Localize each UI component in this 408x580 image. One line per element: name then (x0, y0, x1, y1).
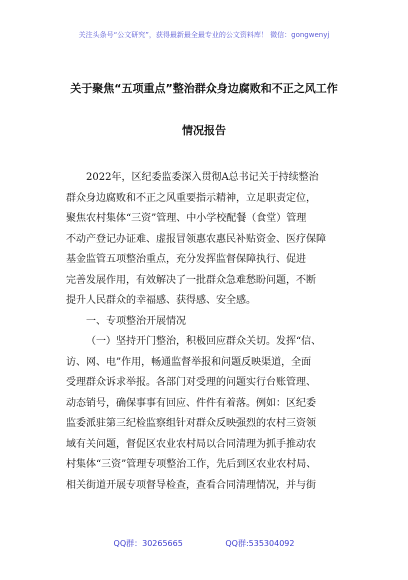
body-line: 群众身边腐败和不正之风重要指示精神，立足职责定位， (66, 192, 316, 204)
body-line: 访、网、电”作用，畅通监督举报和问题反映渠道，全面 (66, 356, 312, 368)
body-line: 完善发展作用，有效解决了一批群众急难愁盼问题，不断 (66, 274, 316, 286)
body-line: 聚焦农村集体“三资”管理、中小学校配餐（食堂）管理 (66, 213, 307, 224)
section-heading: 一、专项整治开展情况 (86, 315, 186, 327)
body-line: 2022年，区纪委监委深入贯彻A总书记关于持续整治 (86, 172, 319, 183)
body-line: 基金监管五项整治重点，充分发挥监督保障执行、促进 (66, 254, 306, 265)
body-line: 监委派驻第三纪检监察组针对群众反映强烈的农村三资领 (66, 418, 316, 429)
footer-qq-group-1: QQ群：30265665 (113, 539, 183, 548)
document-body (66, 168, 350, 496)
body-line: 提升人民群众的幸福感、获得感、安全感。 (66, 295, 256, 306)
footer-contacts (0, 538, 408, 549)
body-line: 不动产登记办证难、虚报冒领惠农惠民补贴资金、医疗保障 (66, 233, 326, 245)
body-line: 受理群众诉求举报。各部门对受理的问题实行台账管理、 (66, 377, 316, 388)
promo-banner: 关注头条号“公文研究”，获得最新最全最专业的公文资料库！ 微信：gongwenyj (78, 31, 330, 39)
document-title: 关于聚焦“五项重点”整治群众身边腐败和不正之风工作 (70, 82, 338, 95)
body-line: 相关街道开展专项督导检查，查看合同清理情况，并与街 (66, 479, 316, 491)
body-line: 动态销号，确保事事有回应、件件有着落。例如：区纪委 (66, 397, 316, 409)
body-line: （一）坚持开门整治，积极回应群众关切。发挥“信、 (86, 336, 322, 347)
document-title-continued: 情况报告 (182, 124, 226, 137)
body-line: 村集体“三资”管理专项整治工作，先后到区农业农村局、 (66, 459, 317, 470)
body-line: 域有关问题，督促区农业农村局以合同清理为抓手推动农 (66, 438, 316, 450)
footer-qq-group-2: QQ群:535304092 (225, 539, 295, 548)
